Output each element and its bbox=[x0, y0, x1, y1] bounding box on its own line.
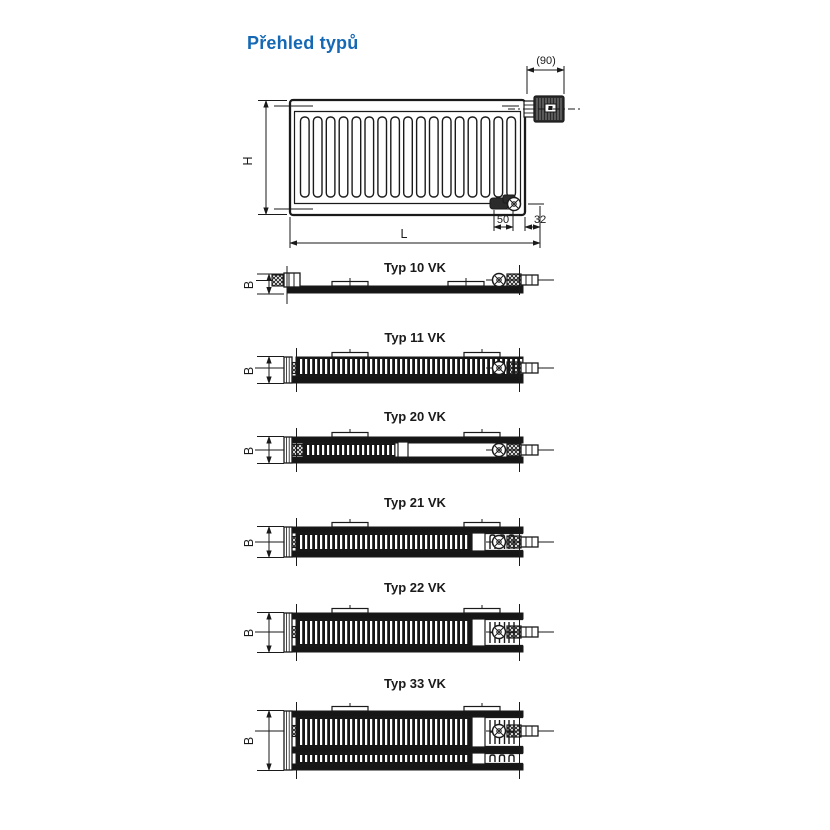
page-title: Přehled typů bbox=[247, 33, 359, 53]
dim-label-B-typ20: B bbox=[242, 446, 256, 456]
dim-label-L: L bbox=[400, 227, 408, 241]
dim-label-32: 32 bbox=[534, 214, 547, 226]
dim-label-B-typ22: B bbox=[242, 628, 256, 638]
section-view-typ-33-vk bbox=[255, 702, 554, 779]
dim-label-B-typ21: B bbox=[242, 538, 256, 548]
type-title-20vk: Typ 20 VK bbox=[384, 409, 446, 424]
type-title-21vk: Typ 21 VK bbox=[384, 495, 446, 510]
type-title-22vk: Typ 22 VK bbox=[384, 580, 446, 595]
radiator-front-view bbox=[258, 66, 580, 248]
section-view-typ-22-vk bbox=[255, 604, 554, 661]
type-title-11vk: Typ 11 VK bbox=[384, 330, 446, 345]
dim-label-H: H bbox=[241, 156, 255, 166]
type-title-10vk: Typ 10 VK bbox=[384, 260, 446, 275]
dim-label-B-typ33: B bbox=[242, 736, 256, 746]
dim-label-50: 50 bbox=[496, 214, 510, 226]
section-view-typ-20-vk bbox=[255, 428, 554, 472]
dim-label-B-typ10: B bbox=[242, 280, 256, 290]
dim-label-90: (90) bbox=[536, 55, 556, 67]
dim-label-B-typ11: B bbox=[242, 366, 256, 376]
section-view-typ-11-vk bbox=[255, 348, 554, 392]
section-view-typ-21-vk bbox=[255, 518, 554, 566]
type-title-33vk: Typ 33 VK bbox=[384, 676, 446, 691]
